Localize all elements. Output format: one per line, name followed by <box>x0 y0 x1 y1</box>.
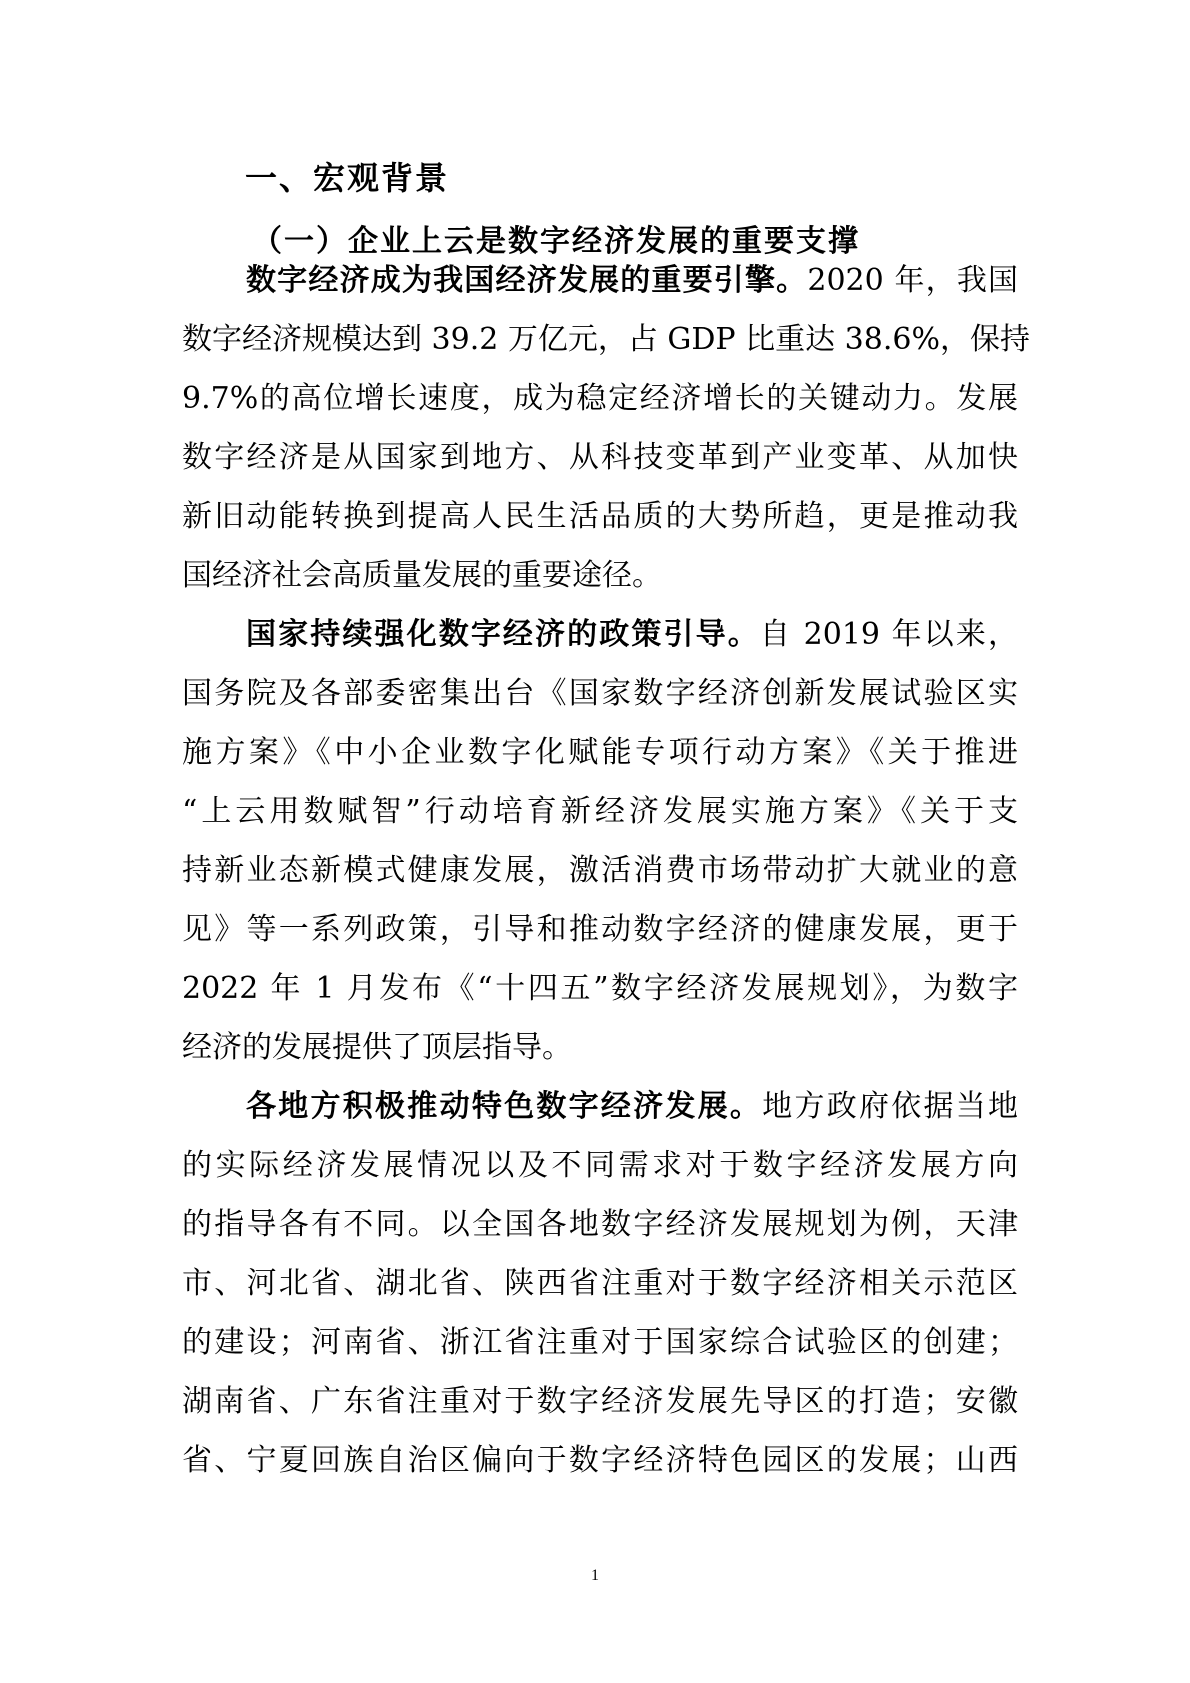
paragraph-line: 见》等一系列政策，引导和推动数字经济的健康发展，更于 <box>182 912 1018 947</box>
paragraph-line: 持新业态新模式健康发展，激活消费市场带动扩大就业的意 <box>182 853 1018 888</box>
section-heading: 一、宏观背景 <box>245 159 450 197</box>
paragraph-lead: 国家持续强化数字经济的政策引导。 <box>246 617 760 652</box>
paragraph-line: 数字经济规模达到 39.2 万亿元，占 GDP 比重达 38.6%，保持 <box>182 322 1030 357</box>
paragraph-line: 国经济社会高质量发展的重要途径。 <box>182 558 662 593</box>
paragraph-text: 地方政府依据当地 <box>762 1089 1019 1124</box>
paragraph-line: 国务院及各部委密集出台《国家数字经济创新发展试验区实 <box>182 676 1018 711</box>
paragraph-2 <box>182 605 1018 1077</box>
paragraph-text: 2020 年，我国 <box>807 263 1019 298</box>
paragraph-line: “上云用数赋智”行动培育新经济发展实施方案》《关于支 <box>182 794 1018 829</box>
paragraph-line: 9.7%的高位增长速度，成为稳定经济增长的关键动力。发展 <box>182 381 1018 416</box>
paragraph-line: 施方案》《中小企业数字化赋能专项行动方案》《关于推进 <box>182 735 1018 770</box>
subsection-heading: （一）企业上云是数字经济发展的重要支撑 <box>252 224 860 259</box>
paragraph-first-line <box>182 251 1018 310</box>
paragraph-lead: 各地方积极推动特色数字经济发展。 <box>246 1089 763 1124</box>
paragraph-text: 自 2019 年以来， <box>759 617 1018 652</box>
paragraph-line: 省、宁夏回族自治区偏向于数字经济特色园区的发展；山西 <box>182 1443 1018 1478</box>
paragraph-first-line <box>182 1077 1018 1136</box>
paragraph-line: 市、河北省、湖北省、陕西省注重对于数字经济相关示范区 <box>182 1266 1018 1301</box>
paragraph-line: 的指导各有不同。以全国各地数字经济发展规划为例，天津 <box>182 1207 1018 1242</box>
paragraph-line: 2022 年 1 月发布《“十四五”数字经济发展规划》，为数字 <box>182 971 1018 1006</box>
paragraph-line: 数字经济是从国家到地方、从科技变革到产业变革、从加快 <box>182 440 1018 475</box>
paragraph-3 <box>182 1077 1018 1490</box>
paragraph-line: 湖南省、广东省注重对于数字经济发展先导区的打造；安徽 <box>182 1384 1018 1419</box>
paragraph-lead: 数字经济成为我国经济发展的重要引擎。 <box>246 263 808 298</box>
paragraph-1 <box>182 251 1030 605</box>
paragraph-line: 新旧动能转换到提高人民生活品质的大势所趋，更是推动我 <box>182 499 1018 534</box>
paragraph-line: 的建设；河南省、浙江省注重对于国家综合试验区的创建； <box>182 1325 1018 1360</box>
page-number: 1 <box>591 1567 599 1584</box>
paragraph-line: 经济的发展提供了顶层指导。 <box>182 1030 572 1065</box>
paragraph-line: 的实际经济发展情况以及不同需求对于数字经济发展方向 <box>182 1148 1018 1183</box>
paragraph-first-line <box>182 605 1018 664</box>
